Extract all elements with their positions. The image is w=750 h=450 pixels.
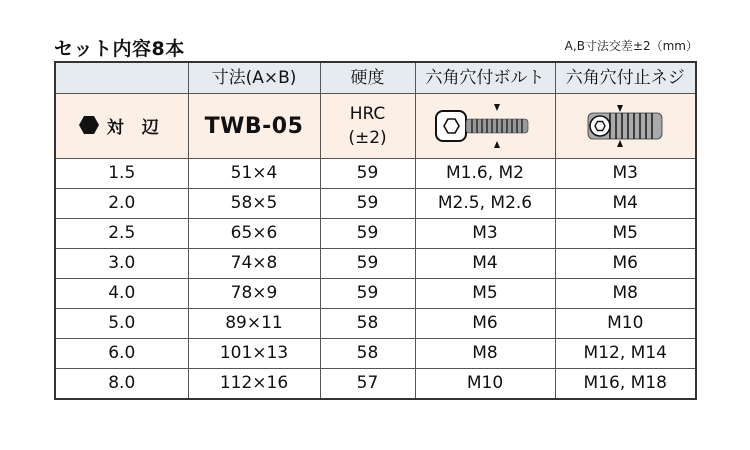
table-row	[55, 279, 696, 309]
cell-hardness: 58	[320, 339, 415, 369]
hrc-label: HRC	[349, 104, 386, 124]
cell-hardness: 57	[320, 369, 415, 400]
cell-setscrew-size: M6	[555, 249, 696, 279]
cell-dimension: 51×4	[188, 159, 320, 189]
table-row	[55, 309, 696, 339]
table-header-row	[55, 62, 696, 94]
hexagon-icon	[79, 116, 99, 139]
cell-dimension: 58×5	[188, 189, 320, 219]
cell-across-flats: 1.5	[55, 159, 188, 189]
cell-dimension: 74×8	[188, 249, 320, 279]
header-hardness: 硬度	[320, 62, 415, 94]
cell-hardness: 59	[320, 219, 415, 249]
cell-across-flats: 8.0	[55, 369, 188, 400]
model-name: TWB-05	[204, 113, 304, 139]
cell-hardness: 59	[320, 159, 415, 189]
cell-bolt-size: M3	[415, 219, 555, 249]
cell-across-flats: 5.0	[55, 309, 188, 339]
page-title: セット内容8本	[54, 38, 185, 60]
cell-bolt-size: M1.6, M2	[415, 159, 555, 189]
cell-dimension: 112×16	[188, 369, 320, 400]
cell-dimension: 65×6	[188, 219, 320, 249]
cell-dimension: 89×11	[188, 309, 320, 339]
cell-setscrew-size: M8	[555, 279, 696, 309]
cell-dimension: 78×9	[188, 279, 320, 309]
header-setscrew: 六角穴付止ネジ	[555, 62, 696, 94]
set-screw-icon	[556, 102, 696, 150]
cell-hardness: 59	[320, 189, 415, 219]
cell-across-flats: 2.5	[55, 219, 188, 249]
spec-table	[54, 61, 697, 400]
cell-hardness: 59	[320, 249, 415, 279]
cell-bolt-size: M8	[415, 339, 555, 369]
cell-across-flats: 4.0	[55, 279, 188, 309]
cell-bolt-size: M4	[415, 249, 555, 279]
cell-hardness: 58	[320, 309, 415, 339]
cell-across-flats: 6.0	[55, 339, 188, 369]
table-row	[55, 249, 696, 279]
table-subheader-row	[55, 94, 696, 159]
cell-bolt-size: M2.5, M2.6	[415, 189, 555, 219]
across-flats-cell	[55, 94, 188, 159]
setscrew-image-cell	[555, 94, 696, 159]
cell-hardness: 59	[320, 279, 415, 309]
cell-setscrew-size: M12, M14	[555, 339, 696, 369]
header-bolt: 六角穴付ボルト	[415, 62, 555, 94]
tolerance-note: A,B寸法交差±2（mm）	[564, 39, 698, 53]
cell-bolt-size: M6	[415, 309, 555, 339]
table-row	[55, 189, 696, 219]
cell-setscrew-size: M5	[555, 219, 696, 249]
cell-dimension: 101×13	[188, 339, 320, 369]
hrc-tolerance: (±2)	[348, 128, 387, 148]
socket-head-bolt-icon	[416, 102, 555, 150]
model-cell	[188, 94, 320, 159]
table-row	[55, 339, 696, 369]
hrc-cell	[320, 94, 415, 159]
bolt-image-cell	[415, 94, 555, 159]
header-size: 寸法(A×B)	[188, 62, 320, 94]
cell-setscrew-size: M3	[555, 159, 696, 189]
cell-setscrew-size: M4	[555, 189, 696, 219]
cell-bolt-size: M5	[415, 279, 555, 309]
diagonal-corner-cell	[55, 62, 188, 94]
cell-bolt-size: M10	[415, 369, 555, 400]
cell-setscrew-size: M10	[555, 309, 696, 339]
table-row	[55, 369, 696, 400]
table-row	[55, 159, 696, 189]
cell-setscrew-size: M16, M18	[555, 369, 696, 400]
cell-across-flats: 3.0	[55, 249, 188, 279]
across-flats-label: 対 辺	[106, 117, 165, 138]
cell-across-flats: 2.0	[55, 189, 188, 219]
table-body	[55, 159, 696, 400]
table-row	[55, 219, 696, 249]
